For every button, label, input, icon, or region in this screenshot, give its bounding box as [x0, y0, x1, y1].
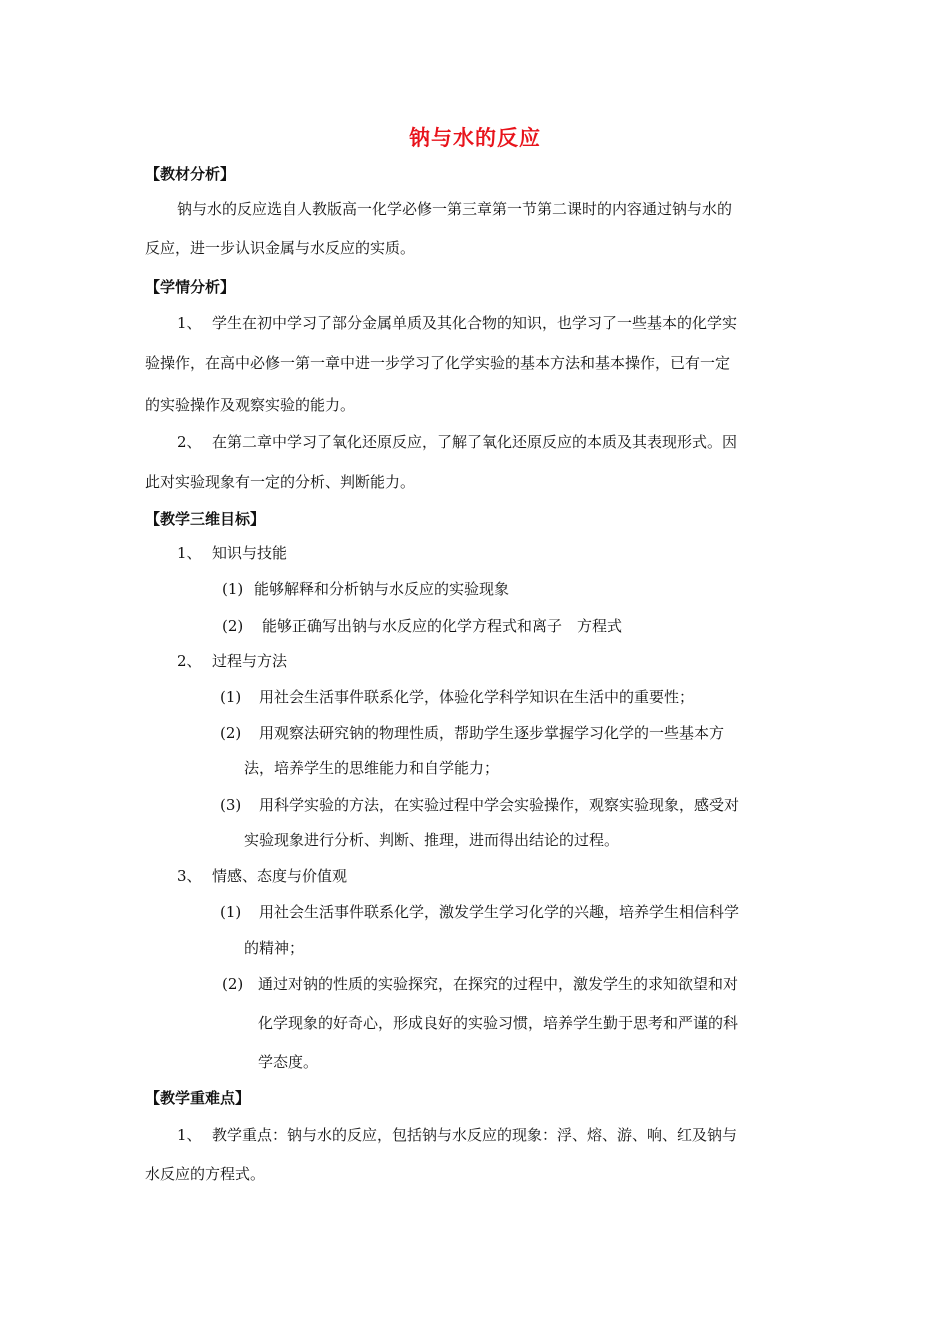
key-points-item-1-line-2: 水反应的方程式。 [145, 1165, 266, 1183]
student-analysis-item-2-line-1: 在第二章中学习了氧化还原反应，了解了氧化还原反应的本质及其表现形式。因 [212, 433, 738, 451]
document-title: 钠与水的反应 [409, 126, 541, 150]
objective-3-sub-2-line-2: 化学现象的好奇心，形成良好的实验习惯，培养学生勤于思考和严谨的科 [258, 1014, 739, 1032]
objective-2-sub-3-line-2: 实验现象进行分析、判断、推理，进而得出结论的过程。 [244, 831, 620, 849]
textbook-analysis-line-1: 钠与水的反应选自人教版高一化学必修一第三章第一节第二课时的内容通过钠与水的 [177, 200, 733, 218]
section-heading-student-analysis: 【学情分析】 [145, 278, 236, 296]
objective-3-sub-2-number: (2) [222, 975, 244, 993]
student-analysis-item-1-number: 1、 [177, 314, 202, 332]
objective-3-sub-1-line-2: 的精神； [244, 939, 305, 957]
student-analysis-item-2-line-2: 此对实验现象有一定的分析、判断能力。 [145, 473, 416, 491]
objective-1-sub-2-text: 能够正确写出钠与水反应的化学方程式和离子 方程式 [262, 617, 623, 635]
objective-2-sub-3-line-1: 用科学实验的方法，在实验过程中学会实验操作，观察实验现象，感受对 [259, 796, 740, 814]
objective-2-sub-1-text: 用社会生活事件联系化学，体验化学科学知识在生活中的重要性； [259, 688, 695, 706]
objective-3-sub-2-line-1: 通过对钠的性质的实验探究，在探究的过程中，激发学生的求知欲望和对 [258, 975, 739, 993]
objective-1-sub-2-number: (2) [222, 617, 244, 635]
objective-1-title: 知识与技能 [212, 544, 288, 562]
objective-1-number: 1、 [177, 544, 202, 562]
objective-2-sub-2-line-1: 用观察法研究钠的物理性质，帮助学生逐步掌握学习化学的一些基本方 [259, 724, 725, 742]
section-heading-key-points: 【教学重难点】 [145, 1089, 251, 1107]
objective-2-number: 2、 [177, 652, 202, 670]
objective-3-number: 3、 [177, 867, 202, 885]
objective-3-sub-2-line-3: 学态度。 [258, 1053, 319, 1071]
objective-3-sub-1-number: (1) [220, 903, 242, 921]
objective-2-sub-2-line-2: 法，培养学生的思维能力和自学能力； [244, 759, 500, 777]
student-analysis-item-1-line-1: 学生在初中学习了部分金属单质及其化合物的知识，也学习了一些基本的化学实 [212, 314, 738, 332]
textbook-analysis-line-2: 反应，进一步认识金属与水反应的实质。 [145, 239, 416, 257]
objective-1-sub-1-text: 能够解释和分析钠与水反应的实验现象 [254, 580, 510, 598]
student-analysis-item-1-line-2: 验操作，在高中必修一第一章中进一步学习了化学实验的基本方法和基本操作，已有一定 [145, 354, 731, 372]
objective-2-sub-1-number: (1) [220, 688, 242, 706]
objective-2-sub-3-number: (3) [220, 796, 242, 814]
key-points-item-1-line-1: 教学重点：钠与水的反应，包括钠与水反应的现象：浮、熔、游、响、红及钠与 [212, 1126, 738, 1144]
student-analysis-item-1-line-3: 的实验操作及观察实验的能力。 [145, 396, 356, 414]
objective-3-title: 情感、态度与价值观 [212, 867, 348, 885]
student-analysis-item-2-number: 2、 [177, 433, 202, 451]
section-heading-textbook-analysis: 【教材分析】 [145, 165, 236, 183]
key-points-item-1-number: 1、 [177, 1126, 202, 1144]
objective-3-sub-1-line-1: 用社会生活事件联系化学，激发学生学习化学的兴趣，培养学生相信科学 [259, 903, 740, 921]
objective-2-title: 过程与方法 [212, 652, 288, 670]
objective-2-sub-2-number: (2) [220, 724, 242, 742]
objective-1-sub-1-number: (1) [222, 580, 244, 598]
section-heading-objectives: 【教学三维目标】 [145, 510, 266, 528]
